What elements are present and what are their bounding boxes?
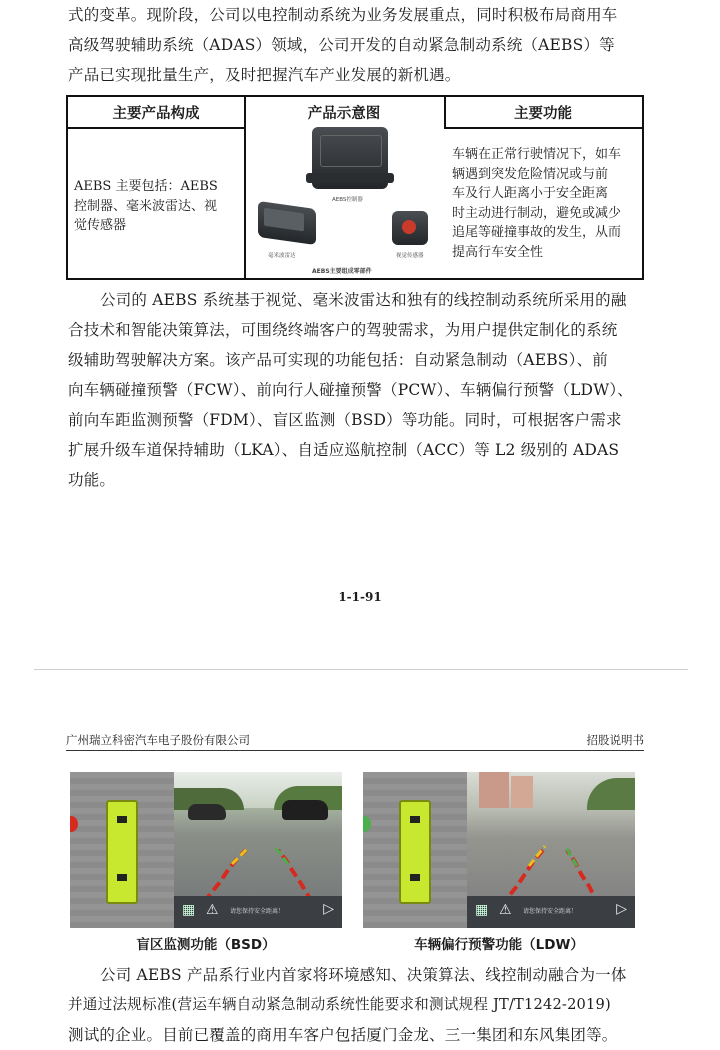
- ldw-screenshot: [363, 772, 635, 928]
- text-line: 控制器、毫米波雷达、视: [74, 198, 218, 214]
- text-line: 辆遇到突发危险情况或与前: [452, 166, 609, 182]
- play-icon[interactable]: ▷: [323, 901, 334, 917]
- product-table: [66, 95, 644, 280]
- figure-caption: AEBS主要组成零部件: [312, 268, 372, 275]
- text-line: 前向车距监测预警（FDM）、盲区监测（BSD）等功能。同时，可根据客户需求: [68, 411, 622, 429]
- text-line: 高级驾驶辅助系统（ADAS）领域，公司开发的自动紧急制动系统（AEBS）等: [68, 36, 615, 54]
- vehicle-icon: [399, 800, 431, 904]
- millimeter-radar-image: [258, 201, 316, 245]
- text-line: 时主动进行制动，避免或减少: [452, 205, 622, 221]
- table-divider: [444, 127, 642, 129]
- surround-view: [70, 772, 174, 928]
- vision-sensor-image: [392, 211, 428, 245]
- header-doc-type: 招股说明书: [586, 733, 644, 747]
- function-cell: [452, 145, 640, 262]
- table-divider: [444, 97, 446, 127]
- composition-cell: [74, 177, 242, 236]
- camera-view: [174, 772, 342, 928]
- text-line: 功能。: [68, 471, 116, 489]
- screen-message: 请您保持安全距离！: [523, 908, 578, 915]
- text-line: 车及行人距离小于安全距离: [452, 186, 609, 201]
- bsd-screenshot: [70, 772, 342, 928]
- table-header-composition: 主要产品构成: [112, 105, 200, 122]
- product-image: [246, 127, 444, 278]
- play-icon[interactable]: ▷: [616, 901, 627, 917]
- text-line: 觉传感器: [74, 218, 127, 233]
- text-line: 公司的 AEBS 系统基于视觉、毫米波雷达和独有的线控制动系统所采用的融: [100, 291, 627, 309]
- controller-label: AEBS控制器: [332, 197, 363, 203]
- page-number: 1-1-91: [338, 590, 382, 604]
- camera-label: 视觉传感器: [396, 253, 424, 259]
- text-line: 向车辆碰撞预警（FCW）、前向行人碰撞预警（PCW）、车辆偏行预警（LDW）、: [68, 381, 633, 399]
- text-line: 提高行车安全性: [452, 244, 544, 260]
- text-line: 级辅助驾驶解决方案。该产品可实现的功能包括：自动紧急制动（AEBS）、前: [68, 351, 608, 369]
- text-line: 公司 AEBS 产品系行业内首家将环境感知、决策算法、线控制动融合为一体: [100, 966, 627, 984]
- text-line: 车辆在正常行驶情况下，如车: [452, 147, 622, 162]
- surround-view: [363, 772, 467, 928]
- header-rule: [66, 750, 644, 751]
- text-line: 追尾等碰撞事故的发生，从而: [452, 225, 622, 240]
- camera-view: [467, 772, 635, 928]
- grid-icon[interactable]: ▦: [475, 902, 489, 918]
- text-line: 式的变革。现阶段，公司以电控制动系统为业务发展重点，同时积极布局商用车: [68, 6, 618, 24]
- table-divider: [68, 127, 244, 129]
- table-header-function: 主要功能: [514, 105, 572, 122]
- middle-paragraph: [68, 285, 644, 495]
- screen-message: 请您保持安全距离！: [230, 908, 285, 915]
- text-line: 测试的企业。目前已覆盖的商用车客户包括厦门金龙、三一集团和东风集团等。: [68, 1026, 618, 1044]
- bsd-caption: 盲区监测功能（BSD）: [136, 937, 276, 953]
- ldw-caption: 车辆偏行预警功能（LDW）: [414, 937, 584, 953]
- aebs-controller-image: [312, 127, 388, 189]
- text-line: 合技术和智能决策算法，可围绕终端客户的驾驶需求，为用户提供定制化的系统: [68, 321, 618, 339]
- grid-icon[interactable]: ▦: [182, 902, 196, 918]
- warning-icon[interactable]: ⚠: [206, 902, 219, 918]
- warning-icon[interactable]: ⚠: [499, 902, 512, 918]
- text-line: 扩展升级车道保持辅助（LKA）、自适应巡航控制（ACC）等 L2 级别的 ADAS: [68, 441, 620, 459]
- page-separator: [34, 669, 688, 670]
- header-company: 广州瑞立科密汽车电子股份有限公司: [66, 733, 250, 747]
- table-header-diagram: 产品示意图: [307, 105, 381, 122]
- radar-label: 毫米波雷达: [268, 253, 296, 259]
- text-line: 产品已实现批量生产，及时把握汽车产业发展的新机遇。: [68, 66, 461, 84]
- bottom-paragraph: [68, 960, 644, 1050]
- vehicle-icon: [106, 800, 138, 904]
- text-line: 并通过法规标准(营运车辆自动紧急制动系统性能要求和测试规程 JT/T1242-2019): [68, 996, 611, 1013]
- text-line: AEBS 主要包括：AEBS: [74, 179, 218, 194]
- top-paragraph: [68, 0, 644, 90]
